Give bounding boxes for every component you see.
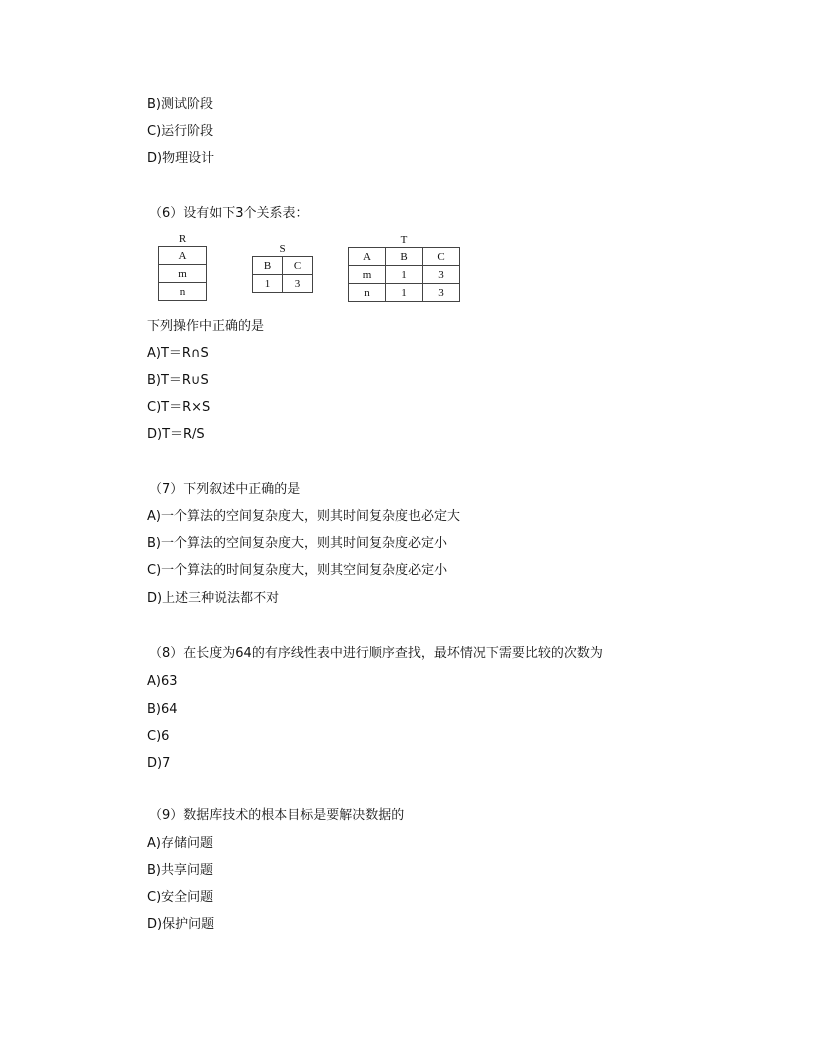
question-9-stem: （9）数据库技术的根本目标是要解决数据的 <box>149 808 405 823</box>
table-cell: m <box>159 265 207 283</box>
table-cell: 3 <box>283 275 313 293</box>
table-cell: C <box>283 257 313 275</box>
question-6-stem: （6）设有如下3个关系表： <box>149 206 309 221</box>
table-cell: C <box>423 248 460 266</box>
question-9-option-d: D)保护问题 <box>147 917 215 932</box>
question-9-option-c: C)安全问题 <box>147 890 214 905</box>
relation-r <box>158 233 207 301</box>
relation-t-name: T <box>400 234 408 246</box>
question-6-option-b: B)T＝R∪S <box>147 373 209 388</box>
option-c: C)运行阶段 <box>147 124 214 139</box>
table-cell: B <box>386 248 423 266</box>
table-cell: 1 <box>386 284 423 302</box>
table-cell: m <box>349 266 386 284</box>
table-cell: 1 <box>386 266 423 284</box>
relation-s-name: S <box>279 243 286 255</box>
question-7-stem: （7）下列叙述中正确的是 <box>149 482 301 497</box>
table-cell: 3 <box>423 284 460 302</box>
question-8-option-a: A)63 <box>147 674 178 689</box>
relation-s <box>252 243 313 293</box>
table-cell: 3 <box>423 266 460 284</box>
relation-s-table <box>252 256 313 293</box>
question-7-option-c: C)一个算法的时间复杂度大，则其空间复杂度必定小 <box>147 563 448 578</box>
relation-t <box>348 234 460 302</box>
table-cell: B <box>253 257 283 275</box>
table-cell: A <box>159 247 207 265</box>
table-cell: n <box>159 283 207 301</box>
table-cell: n <box>349 284 386 302</box>
relation-r-table <box>158 246 207 301</box>
option-b: B)测试阶段 <box>147 97 213 112</box>
question-8-option-b: B)64 <box>147 702 178 717</box>
relation-r-name: R <box>178 233 187 245</box>
question-7-option-a: A)一个算法的空间复杂度大，则其时间复杂度也必定大 <box>147 509 460 524</box>
question-6-option-a: A)T＝R∩S <box>147 346 209 361</box>
question-9-option-b: B)共享问题 <box>147 863 213 878</box>
question-7-option-b: B)一个算法的空间复杂度大，则其时间复杂度必定小 <box>147 536 447 551</box>
question-8-option-c: C)6 <box>147 729 170 744</box>
question-7-option-d: D)上述三种说法都不对 <box>147 591 280 606</box>
question-6-option-c: C)T＝R×S <box>147 400 211 415</box>
question-6-option-d: D)T＝R/S <box>147 427 205 442</box>
table-cell: A <box>349 248 386 266</box>
question-8-option-d: D)7 <box>147 756 171 771</box>
option-d: D)物理设计 <box>147 151 215 166</box>
relation-t-table <box>348 247 460 302</box>
table-cell: 1 <box>253 275 283 293</box>
question-9-option-a: A)存储问题 <box>147 836 213 851</box>
question-6-prompt: 下列操作中正确的是 <box>147 319 265 334</box>
question-8-stem: （8）在长度为64的有序线性表中进行顺序查找，最坏情况下需要比较的次数为 <box>149 646 603 661</box>
